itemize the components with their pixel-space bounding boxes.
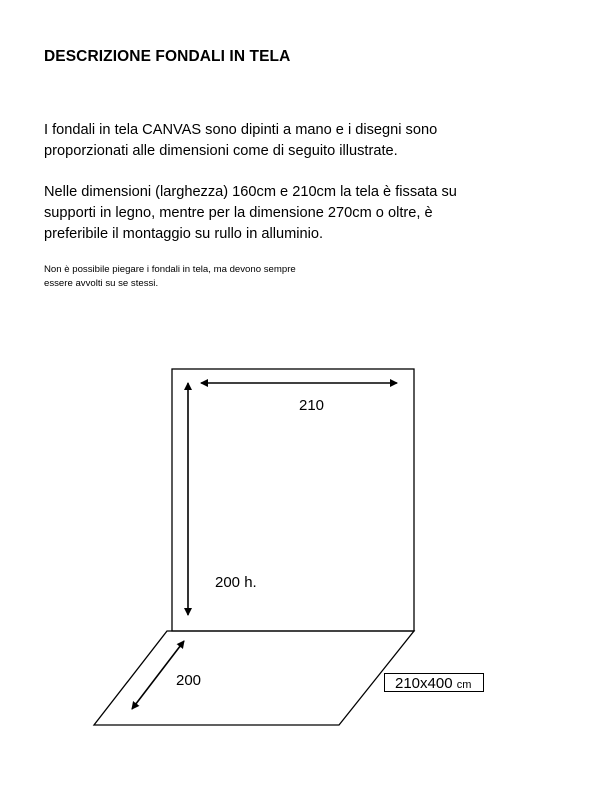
height-label: 200 h.: [215, 574, 257, 591]
size-badge: [384, 673, 484, 692]
floor-panel: [94, 631, 414, 725]
backdrop-panel: [172, 369, 414, 631]
document-title: DESCRIZIONE FONDALI IN TELA: [44, 48, 291, 65]
size-unit: cm: [456, 679, 472, 691]
intro-line-1: I fondali in tela CANVAS sono dipinti a mano e i disegni sono: [44, 122, 438, 138]
dimensions-line-3: preferibile il montaggio su rullo in alluminio.: [44, 226, 324, 242]
size-value: 210x400: [395, 675, 453, 692]
note-line-1: Non è possibile piegare i fondali in tela, ma devono sempre: [44, 264, 296, 275]
dimensions-line-2: supporti in legno, mentre per la dimensione 270cm o oltre, è: [44, 205, 433, 221]
width-label: 210: [299, 397, 325, 414]
floor-depth-label: 200: [176, 672, 202, 689]
dimensions-line-1: Nelle dimensioni (larghezza) 160cm e 210cm la tela è fissata su: [44, 184, 457, 200]
intro-line-2: proporzionati alle dimensioni come di seguito illustrate.: [44, 143, 398, 159]
note-line-2: essere avvolti su se stessi.: [44, 278, 159, 289]
